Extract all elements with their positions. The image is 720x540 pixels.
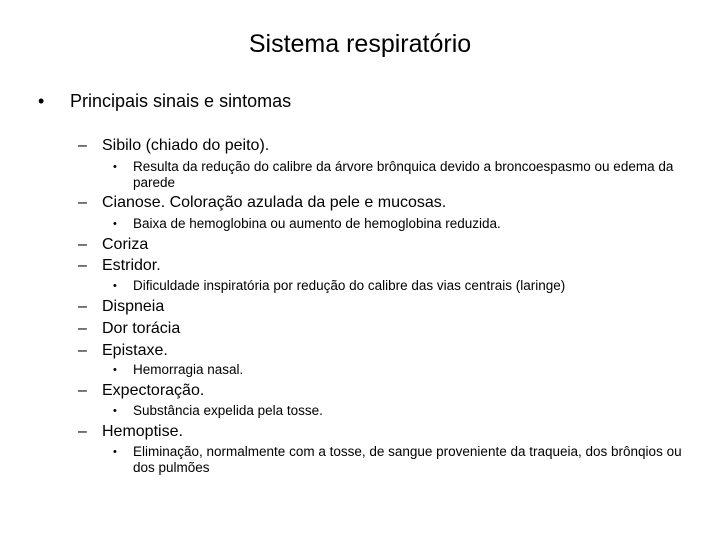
- symptom-label: Dor torácia: [102, 320, 181, 337]
- symptom-detail: [113, 159, 683, 191]
- symptom-label: Coriza: [102, 236, 149, 253]
- bullet-marker: •: [113, 446, 117, 458]
- symptom-label: Estridor.: [102, 257, 161, 274]
- dash-marker: –: [78, 298, 87, 315]
- symptom-label: Dispneia: [102, 298, 165, 315]
- dash-marker: –: [78, 137, 87, 154]
- bullet-marker: •: [113, 364, 117, 376]
- symptom-label: Sibilo (chiado do peito).: [102, 137, 270, 154]
- symptom-detail-text: Resulta da redução do calibre da árvore brônquica devido a broncoespasmo ou edema da parede: [133, 159, 674, 190]
- symptom-detail-text: Eliminação, normalmente com a tosse, de sangue proveniente da traqueia, dos brônqios ou dos pulmões: [133, 444, 682, 475]
- symptom-label: Epistaxe.: [102, 342, 168, 359]
- bullet-marker: •: [113, 280, 117, 292]
- symptom-detail: [113, 362, 683, 378]
- slide-title: Sistema respiratório: [248, 30, 472, 58]
- symptom-detail-text: Dificuldade inspiratória por redução do calibre das vias centrais (laringe): [133, 278, 566, 293]
- bullet-marker: •: [38, 91, 45, 111]
- bullet-marker: •: [113, 218, 117, 230]
- dash-marker: –: [78, 194, 87, 211]
- symptom-detail: [113, 403, 683, 419]
- symptom-detail: [113, 444, 683, 476]
- bullet-marker: •: [113, 161, 117, 173]
- symptom-detail-text: Baixa de hemoglobina ou aumento de hemoglobina reduzida.: [133, 216, 501, 231]
- symptom-detail-text: Hemorragia nasal.: [133, 362, 244, 377]
- symptom-label: Hemoptise.: [102, 423, 183, 440]
- symptom-label: Cianose. Coloração azulada da pele e mucosas.: [102, 194, 447, 211]
- symptom-label: Expectoração.: [102, 382, 205, 399]
- dash-marker: –: [78, 257, 87, 274]
- dash-marker: –: [78, 320, 87, 337]
- dash-marker: –: [78, 423, 87, 440]
- bullet-marker: •: [113, 405, 117, 417]
- dash-marker: –: [78, 382, 87, 399]
- symptom-detail-text: Substância expelida pela tosse.: [133, 403, 323, 418]
- dash-marker: –: [78, 342, 87, 359]
- symptom-detail: [113, 278, 683, 294]
- dash-marker: –: [78, 236, 87, 253]
- symptom-detail: [113, 216, 683, 232]
- main-bullet-text: Principais sinais e sintomas: [70, 91, 292, 111]
